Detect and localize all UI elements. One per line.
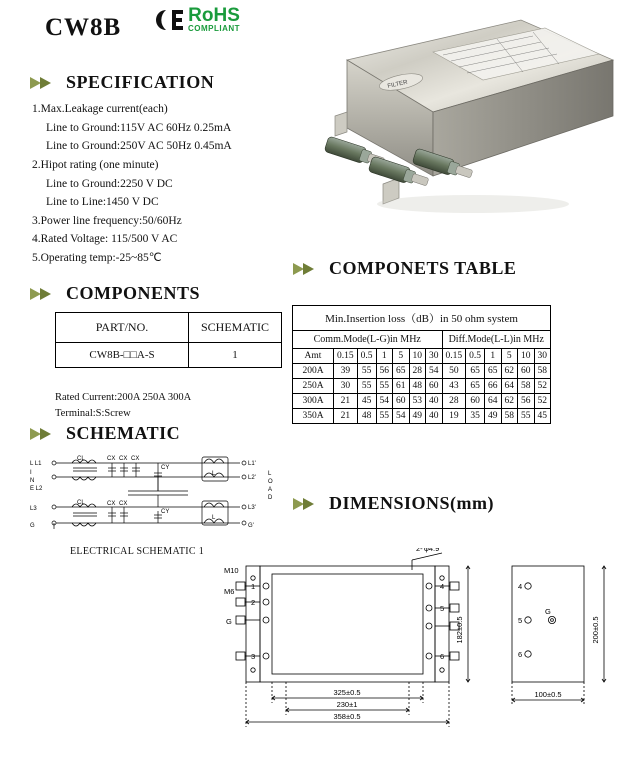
schematic-label-load: D xyxy=(268,495,273,501)
row-label: 200A xyxy=(293,364,334,379)
note-terminal: Terminal:S:Screw xyxy=(55,407,131,419)
dimension-drawings xyxy=(200,548,640,763)
freq-header: 30 xyxy=(426,349,443,364)
arrow-bullet-icon xyxy=(30,427,56,441)
schematic-label-cx: CX xyxy=(119,456,128,462)
spec-item: Line to Ground:250V AC 50Hz 0.45mA xyxy=(46,140,232,153)
cell: 43 xyxy=(442,379,466,394)
components-table xyxy=(55,312,282,368)
cell: 58 xyxy=(518,379,535,394)
dim-label-g: G xyxy=(226,617,232,626)
section-heading-components xyxy=(30,283,200,304)
group-header-diff-mode: Diff.Mode(L-L)in MHz xyxy=(442,331,551,349)
dim-side-terminal-5: 5 xyxy=(518,616,523,625)
schematic-label-n: N xyxy=(30,478,35,484)
note-rated-current: Rated Current:200A 250A 300A xyxy=(55,392,192,403)
cell: 56 xyxy=(518,394,535,409)
cell: 65 xyxy=(393,364,410,379)
electrical-schematic-diagram xyxy=(28,455,280,533)
freq-header: 5 xyxy=(393,349,410,364)
row-label: 250A xyxy=(293,379,334,394)
column-header-amt: Amt xyxy=(293,349,334,364)
column-header-part-no: PART/NO. xyxy=(56,313,189,343)
section-title: COMPONETS TABLE xyxy=(329,258,517,278)
schematic-label-out-l3: L3' xyxy=(248,505,256,511)
dim-side-label-g: G xyxy=(545,607,551,616)
table-row xyxy=(293,364,551,379)
schematic-label-cy: CY xyxy=(161,465,170,471)
schematic-label-out-l2: L2' xyxy=(248,475,256,481)
product-photo xyxy=(283,8,631,248)
dim-terminal-2: 2 xyxy=(251,598,256,607)
dim-width-358: 358±0.5 xyxy=(333,712,361,721)
freq-header: 5 xyxy=(501,349,518,364)
arrow-bullet-icon xyxy=(30,76,56,90)
schematic-label-cx: CX xyxy=(119,501,128,507)
table-row xyxy=(293,394,551,409)
cell: 55 xyxy=(376,379,393,394)
dim-label-m10: M10 xyxy=(224,566,239,575)
schematic-label-l: L xyxy=(212,515,216,521)
cell: 49 xyxy=(409,409,426,424)
schematic-label-load: L xyxy=(268,471,272,477)
cell: 54 xyxy=(393,409,410,424)
cell: 50 xyxy=(442,364,466,379)
group-header-common-mode: Comm.Mode(L-G)in MHz xyxy=(293,331,443,349)
cell: 60 xyxy=(393,394,410,409)
insertion-loss-table xyxy=(292,305,551,424)
table-row xyxy=(293,409,551,424)
cell: 60 xyxy=(426,379,443,394)
freq-header: 30 xyxy=(534,349,551,364)
freq-header: 0.15 xyxy=(442,349,466,364)
cell: 28 xyxy=(409,364,426,379)
schematic-label-l3: L3 xyxy=(30,506,37,512)
schematic-label-out-g: G' xyxy=(248,523,254,529)
rohs-badge xyxy=(188,6,240,33)
table-row xyxy=(56,343,282,368)
schematic-label-g: G xyxy=(30,523,35,529)
cell: 45 xyxy=(357,394,376,409)
cell: 65 xyxy=(466,379,485,394)
cell: 64 xyxy=(501,379,518,394)
spec-item: 2.Hipot rating (one minute) xyxy=(32,158,159,171)
cell: 62 xyxy=(501,364,518,379)
insertion-table-title: Min.Insertion loss（dB）in 50 ohm system xyxy=(293,306,551,331)
dim-width-side: 100±0.5 xyxy=(534,690,562,699)
dim-terminal-6: 6 xyxy=(440,652,445,661)
section-title: COMPONENTS xyxy=(66,283,201,303)
spec-item: Line to Ground:115V AC 60Hz 0.25mA xyxy=(46,121,232,134)
cell: 62 xyxy=(501,394,518,409)
rohs-label: RoHS xyxy=(188,5,240,26)
table-header-row xyxy=(293,349,551,364)
dim-width-325: 325±0.5 xyxy=(333,688,361,697)
cell: 21 xyxy=(334,409,358,424)
cell-part-no: CW8B-□□A-S xyxy=(56,343,189,368)
cell: 58 xyxy=(534,364,551,379)
section-title: SPECIFICATION xyxy=(66,72,215,92)
cell: 65 xyxy=(485,364,502,379)
cell: 60 xyxy=(466,394,485,409)
freq-header: 1 xyxy=(376,349,393,364)
freq-header: 10 xyxy=(518,349,535,364)
table-title-row xyxy=(293,306,551,331)
dim-side-terminal-6: 6 xyxy=(518,650,523,659)
cell: 55 xyxy=(357,364,376,379)
dim-height-side: 200±0.5 xyxy=(591,616,600,644)
table-group-row xyxy=(293,331,551,349)
cell: 60 xyxy=(518,364,535,379)
schematic-label-l-l1: L L1 xyxy=(30,461,42,467)
schematic-label-cx: CX xyxy=(131,456,140,462)
cell: 56 xyxy=(376,364,393,379)
spec-item: 4.Rated Voltage: 115/500 V AC xyxy=(32,233,178,246)
dim-terminal-3: 3 xyxy=(251,652,256,661)
cell: 40 xyxy=(426,394,443,409)
cell: 54 xyxy=(426,364,443,379)
freq-header: 0.15 xyxy=(334,349,358,364)
schematic-label-e-l2: E L2 xyxy=(30,486,43,492)
cell: 64 xyxy=(485,394,502,409)
cell: 28 xyxy=(442,394,466,409)
spec-item: 3.Power line frequency:50/60Hz xyxy=(32,214,182,227)
schematic-label-cy: CY xyxy=(161,509,170,515)
freq-header: 10 xyxy=(409,349,426,364)
schematic-label-cx: CX xyxy=(107,501,116,507)
arrow-bullet-icon xyxy=(30,287,56,301)
schematic-label-cl: CL xyxy=(77,500,85,506)
components-notes xyxy=(55,390,191,422)
dim-hole-note: 2- xyxy=(416,548,423,553)
spec-item: Line to Ground:2250 V DC xyxy=(46,177,173,190)
cell: 45 xyxy=(534,409,551,424)
schematic-label-load: O xyxy=(268,479,273,485)
schematic-label-cl: CL xyxy=(77,456,85,462)
dim-terminal-5: 5 xyxy=(440,604,445,613)
freq-header: 0.5 xyxy=(466,349,485,364)
cell: 48 xyxy=(357,409,376,424)
row-label: 300A xyxy=(293,394,334,409)
section-title: DIMENSIONS(mm) xyxy=(329,493,495,513)
ce-mark-icon xyxy=(152,8,186,38)
cell: 30 xyxy=(334,379,358,394)
schematic-label-i: I xyxy=(30,470,32,476)
arrow-bullet-icon xyxy=(293,262,319,276)
freq-header: 0.5 xyxy=(357,349,376,364)
row-label: 350A xyxy=(293,409,334,424)
section-heading-specification xyxy=(30,72,214,93)
rohs-compliant-label: COMPLIANT xyxy=(188,24,241,33)
spec-item: Line to Line:1450 V DC xyxy=(46,196,159,209)
table-row xyxy=(293,379,551,394)
section-heading-schematic xyxy=(30,423,180,444)
cell: 61 xyxy=(393,379,410,394)
dim-label-m6: M6 xyxy=(224,587,235,596)
schematic-label-l: L xyxy=(212,471,216,477)
schematic-label-out-l1: L1' xyxy=(248,461,256,467)
arrow-bullet-icon xyxy=(293,497,319,511)
cell: 66 xyxy=(485,379,502,394)
cell: 40 xyxy=(426,409,443,424)
section-title: SCHEMATIC xyxy=(66,423,181,443)
cell: 49 xyxy=(485,409,502,424)
cell: 55 xyxy=(376,409,393,424)
dim-terminal-4: 4 xyxy=(440,582,445,591)
dim-side-terminal-4: 4 xyxy=(518,582,523,591)
specification-list xyxy=(32,100,282,268)
cell: 52 xyxy=(534,379,551,394)
column-header-schematic: SCHEMATIC xyxy=(189,313,282,343)
cell: 35 xyxy=(466,409,485,424)
cell: 53 xyxy=(409,394,426,409)
schematic-label-cx: CX xyxy=(107,456,116,462)
cell: 65 xyxy=(466,364,485,379)
dim-width-230: 230±1 xyxy=(336,700,358,709)
cell: 21 xyxy=(334,394,358,409)
spec-item: 5.Operating temp:-25~85℃ xyxy=(32,252,162,264)
cell: 19 xyxy=(442,409,466,424)
cell: 54 xyxy=(376,394,393,409)
section-heading-dimensions xyxy=(293,493,494,514)
table-header-row xyxy=(56,313,282,343)
page-title: CW8B xyxy=(45,14,122,41)
svg-text:FILTER: FILTER xyxy=(387,79,409,90)
dim-terminal-1: 1 xyxy=(251,582,256,591)
freq-header: 1 xyxy=(485,349,502,364)
cell-schematic: 1 xyxy=(189,343,282,368)
cell: 55 xyxy=(518,409,535,424)
cell: 52 xyxy=(534,394,551,409)
spec-item: 1.Max.Leakage current(each) xyxy=(32,103,168,115)
schematic-caption: ELECTRICAL SCHEMATIC 1 xyxy=(70,546,205,557)
cell: 58 xyxy=(501,409,518,424)
dim-hole-size: φ4.9 xyxy=(424,548,440,553)
cell: 39 xyxy=(334,364,358,379)
schematic-label-load: A xyxy=(268,487,273,493)
dim-height-front: 182±0.5 xyxy=(455,616,464,644)
section-heading-components-table xyxy=(293,258,516,279)
cell: 48 xyxy=(409,379,426,394)
cell: 55 xyxy=(357,379,376,394)
